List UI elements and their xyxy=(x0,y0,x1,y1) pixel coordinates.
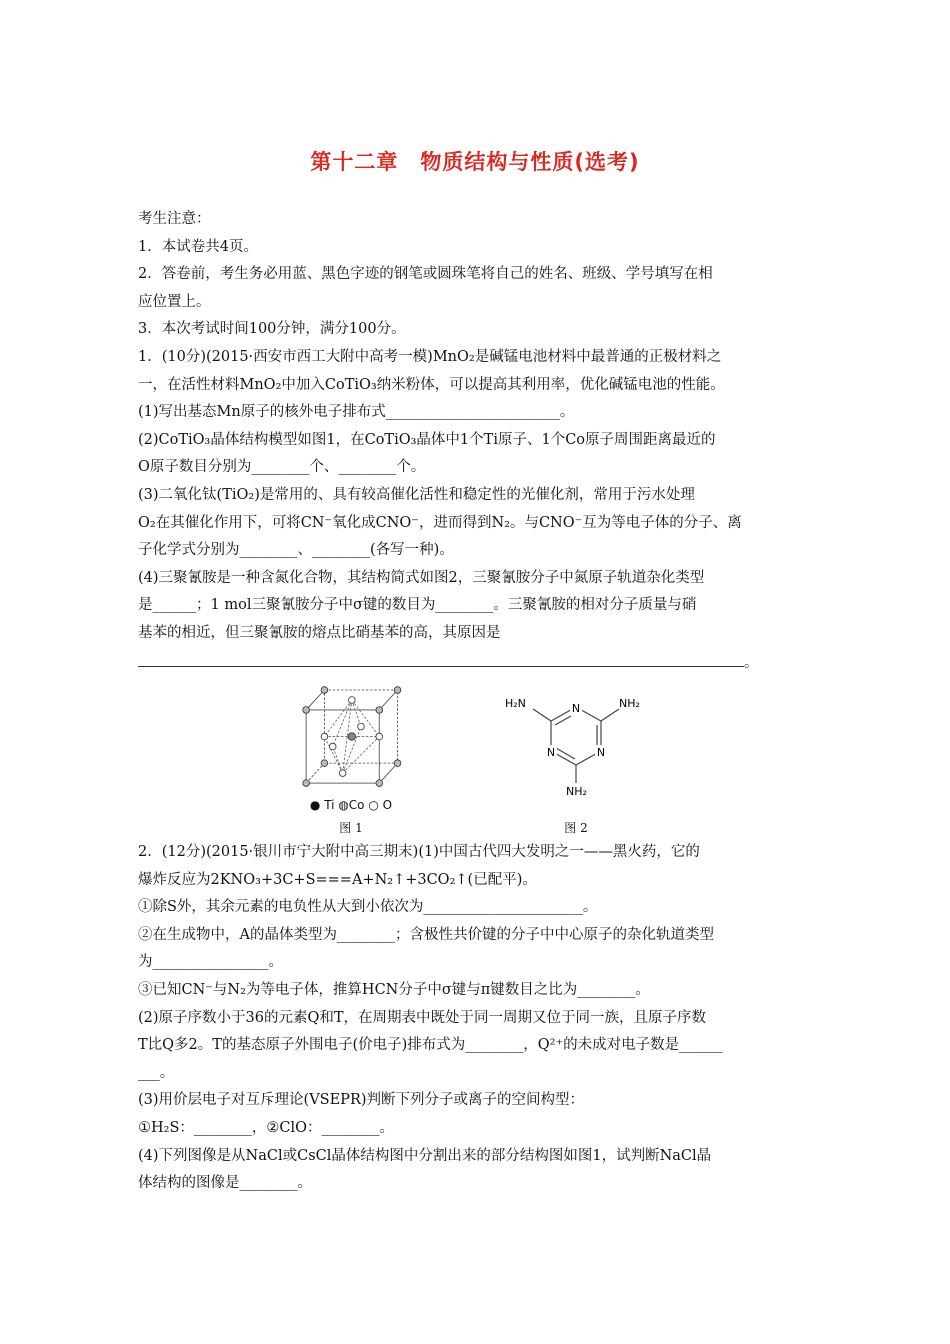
text-line: ②在生成物中，A的晶体类型为________；含极性共价键的分子中中心原子的杂化轨道类型 xyxy=(138,926,714,943)
text-line: 1．(10分)(2015·西安市西工大附中高考一模)MnO₂是碱锰电池材料中最普通的正极材料之 xyxy=(138,348,722,365)
text-line: (4)下列图像是从NaCl或CsCl晶体结构图中分割出来的部分结构图如图1，试判断NaCl晶 xyxy=(138,1147,712,1164)
text-line: ①除S外，其余元素的电负性从大到小依次为______________________。 xyxy=(138,899,598,916)
text-line: 应位置上。 xyxy=(138,293,211,310)
text-line: T比Q多2。T的基态原子外围电子(价电子)排布式为________，Q²⁺的未成对电子数是______ xyxy=(138,1037,723,1054)
text-line: 是______；1 mol三聚氰胺分子中σ键的数目为________。三聚氰胺的相对分子质量与硝 xyxy=(138,597,697,614)
text-line: 为________________。 xyxy=(138,954,283,971)
amino-left: H₂N xyxy=(505,697,526,711)
amino-bottom: NH₂ xyxy=(566,785,587,799)
text-line: 考生注意： xyxy=(138,211,211,227)
crystal-structure-diagram xyxy=(291,685,411,791)
figure-2 xyxy=(501,685,651,835)
text-line: (1)写出基态Mn原子的核外电子排布式________________________。 xyxy=(138,404,575,421)
text-line: O原子数目分别为________个、________个。 xyxy=(138,459,426,476)
amino-right: NH₂ xyxy=(619,697,640,711)
figure-1-caption: 图 1 xyxy=(339,821,363,836)
text-line: 爆炸反应为2KNO₃+3C+S===A+N₂↑+3CO₂↑(已配平)。 xyxy=(138,871,537,888)
text-line: 一，在活性材料MnO₂中加入CoTiO₃纳米粉体，可以提高其利用率，优化碱锰电池的性能。 xyxy=(138,376,725,393)
text-line: 体结构的图像是________。 xyxy=(138,1175,312,1192)
answer-line xyxy=(138,648,814,678)
text-line: (2)CoTiO₃晶体结构模型如图1，在CoTiO₃晶体中1个Ti原子、1个Co原子周围距离最近的 xyxy=(138,431,716,448)
ring-n-top: N xyxy=(571,702,581,716)
co-legend-icon: ◍ xyxy=(338,797,349,812)
text-line: (2)原子序数小于36的元素Q和T，在周期表中既处于同一周期又位于同一族，且原子序数 xyxy=(138,1009,707,1026)
text-line: 2．(12分)(2015·银川市宁大附中高三期末)(1)中国古代四大发明之一——黑火药，它的 xyxy=(138,844,700,861)
ti-legend-icon: ● xyxy=(309,797,321,812)
melamine-structure-diagram xyxy=(501,685,651,819)
document-body xyxy=(138,206,814,1198)
chapter-title: 第十二章 物质结构与性质(选考) xyxy=(310,150,640,174)
text-line: 基苯的相近，但三聚氰胺的熔点比硝基苯的高，其原因是 xyxy=(138,624,501,641)
text-line: ③已知CN⁻与N₂为等电子体，推算HCN分子中σ键与π键数目之比为________。 xyxy=(138,982,650,999)
text-line: ①H₂S：________，②ClO：________。 xyxy=(138,1120,395,1137)
text-line: 子化学式分别为________、________(各写一种)。 xyxy=(138,542,454,559)
figure-2-caption: 图 2 xyxy=(564,821,588,836)
figure-1 xyxy=(291,685,411,835)
text-line: O₂在其催化作用下，可将CN⁻氧化成CNO⁻，进而得到N₂。与CNO⁻互为等电子体的分子、离 xyxy=(138,514,742,531)
text-line: 2．答卷前，考生务必用蓝、黑色字迹的钢笔或圆珠笔将自己的姓名、班级、学号填写在相 xyxy=(138,266,713,283)
text-line: (3)用价层电子对互斥理论(VSEPR)判断下列分子或离子的空间构型： xyxy=(138,1092,585,1109)
ring-n-right: N xyxy=(596,746,606,760)
figure-1-legend: ● Ti ◍Co ○ O xyxy=(309,797,393,812)
figures xyxy=(128,685,814,835)
text-line: ___。 xyxy=(138,1064,175,1081)
answer-blank xyxy=(138,648,744,667)
text-line: 1．本试卷共4页。 xyxy=(138,238,258,255)
text-line: (4)三聚氰胺是一种含氮化合物，其结构简式如图2，三聚氰胺分子中氮原子轨道杂化类型 xyxy=(138,569,705,586)
text-line: (3)二氧化钛(TiO₂)是常用的、具有较高催化活性和稳定性的光催化剂，常用于污水处理 xyxy=(138,486,695,503)
text-line: 3．本次考试时间100分钟，满分100分。 xyxy=(138,321,406,338)
end-mark: 。 xyxy=(744,654,759,671)
o-legend-icon: ○ xyxy=(368,797,379,812)
ring-n-left: N xyxy=(546,746,556,760)
